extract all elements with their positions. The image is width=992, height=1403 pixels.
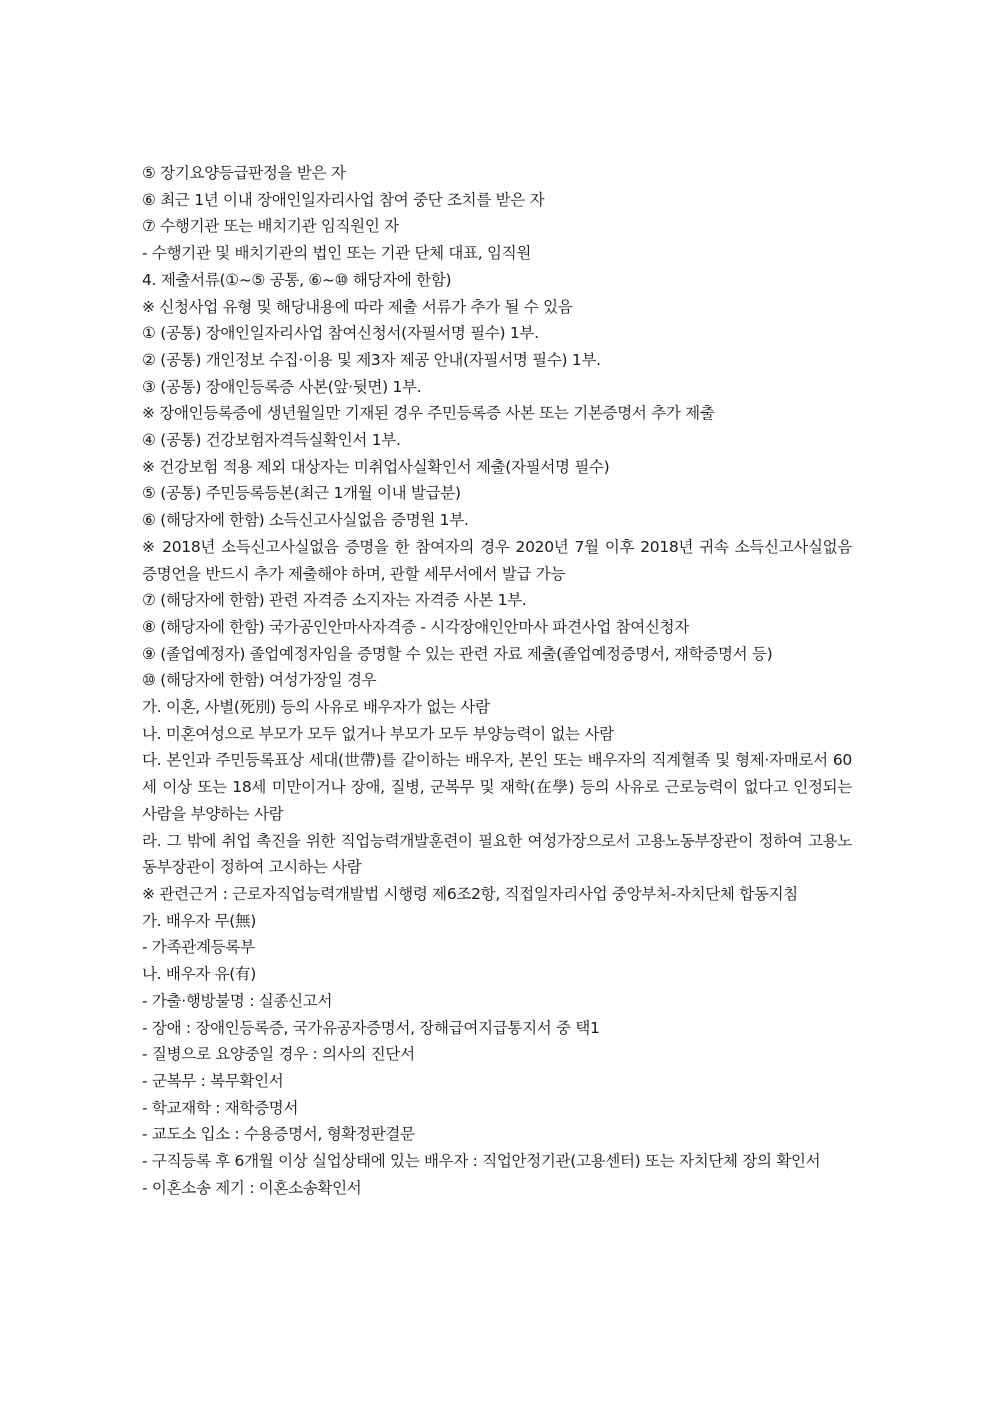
text-line: - 질병으로 요양중일 경우 : 의사의 진단서: [142, 1045, 415, 1064]
text-line: ※ 장애인등록증에 생년월일만 기재된 경우 주민등록증 사본 또는 기본증명서 추가 제출: [142, 404, 715, 423]
text-line: - 교도소 입소 : 수용증명서, 형확정판결문: [142, 1125, 415, 1144]
text-line: - 군복무 : 복무확인서: [142, 1071, 284, 1090]
text-line: ※ 관련근거 : 근로자직업능력개발법 시행령 제6조2항, 직접일자리사업 중앙부처-자치단체 합동지침: [142, 884, 798, 903]
text-line: ⑥ (해당자에 한함) 소득신고사실없음 증명원 1부.: [142, 511, 469, 530]
text-line: - 가족관계등록부: [142, 938, 255, 957]
text-line: - 장애 : 장애인등록증, 국가유공자증명서, 장해급여지급통지서 중 택1: [142, 1018, 600, 1037]
text-line: - 이혼소송 제기 : 이혼소송확인서: [142, 1178, 362, 1197]
text-line: ※ 건강보험 적용 제외 대상자는 미취업사실확인서 제출(자필서명 필수): [142, 457, 610, 476]
text-line: ※ 2018년 소득신고사실없음 증명을 한 참여자의 경우 2020년 7월 이후 2018년 귀속 소득신고사실없음 증명언을 반드시 추가 제출해야 하며, 관할 세무서에서 발급 가능: [142, 537, 852, 583]
text-line: ② (공통) 개인정보 수집·이용 및 제3자 제공 안내(자필서명 필수) 1부.: [142, 350, 601, 369]
text-line: ① (공통) 장애인일자리사업 참여신청서(자필서명 필수) 1부.: [142, 324, 539, 343]
text-line: ⑨ (졸업예정자) 졸업예정자임을 증명할 수 있는 관련 자료 제출(졸업예정증명서, 재학증명서 등): [142, 644, 773, 663]
text-line: ⑤ (공통) 주민등록등본(최근 1개월 이내 발급분): [142, 484, 461, 503]
text-line: ⑦ (해당자에 한함) 관련 자격증 소지자는 자격증 사본 1부.: [142, 591, 527, 610]
text-line: ⑩ (해당자에 한함) 여성가장일 경우: [142, 671, 377, 690]
text-line: ④ (공통) 건강보험자격득실확인서 1부.: [142, 431, 401, 450]
text-line: ③ (공통) 장애인등록증 사본(앞·뒷면) 1부.: [142, 377, 422, 396]
text-line: - 가출·행방불명 : 실종신고서: [142, 991, 333, 1010]
text-line: ※ 신청사업 유형 및 해당내용에 따라 제출 서류가 추가 될 수 있음: [142, 297, 573, 316]
text-line: 4. 제출서류(①~⑤ 공통, ⑥~⑩ 해당자에 한함): [142, 270, 452, 289]
document-body: [142, 160, 852, 1201]
text-line: ⑦ 수행기관 또는 배치기관 임직원인 자: [142, 217, 399, 236]
text-line: 나. 미혼여성으로 부모가 모두 없거나 부모가 모두 부양능력이 없는 사람: [142, 724, 614, 743]
text-line: 다. 본인과 주민등록표상 세대(世帶)를 같이하는 배우자, 본인 또는 배우자의 직계혈족 및 형제·자매로서 60세 이상 또는 18세 미만이거나 장애, 질병, 군복무 및 재학(在學) 등의 사유로 근로능력이 없다고 인정되는 사람을 부양하는 사람: [142, 751, 852, 823]
text-line: ⑧ (해당자에 한함) 국가공인안마사자격증 - 시각장애인안마사 파견사업 참여신청자: [142, 617, 689, 636]
text-line: 가. 배우자 무(無): [142, 911, 256, 930]
text-line: 라. 그 밖에 취업 촉진을 위한 직업능력개발훈련이 필요한 여성가장으로서 고용노동부장관이 정하여 고용노동부장관이 정하여 고시하는 사람: [142, 831, 852, 877]
text-line: 나. 배우자 유(有): [142, 965, 256, 984]
text-line: - 구직등록 후 6개월 이상 실업상태에 있는 배우자 : 직업안정기관(고용센터) 또는 자치단체 장의 확인서: [142, 1152, 821, 1171]
text-line: - 수행기관 및 배치기관의 법인 또는 기관 단체 대표, 임직원: [142, 244, 532, 263]
text-line: - 학교재학 : 재학증명서: [142, 1098, 299, 1117]
text-line: ⑥ 최근 1년 이내 장애인일자리사업 참여 중단 조치를 받은 자: [142, 190, 545, 209]
text-line: ⑤ 장기요양등급판정을 받은 자: [142, 164, 346, 182]
text-line: 가. 이혼, 사별(死別) 등의 사유로 배우자가 없는 사람: [142, 698, 490, 717]
